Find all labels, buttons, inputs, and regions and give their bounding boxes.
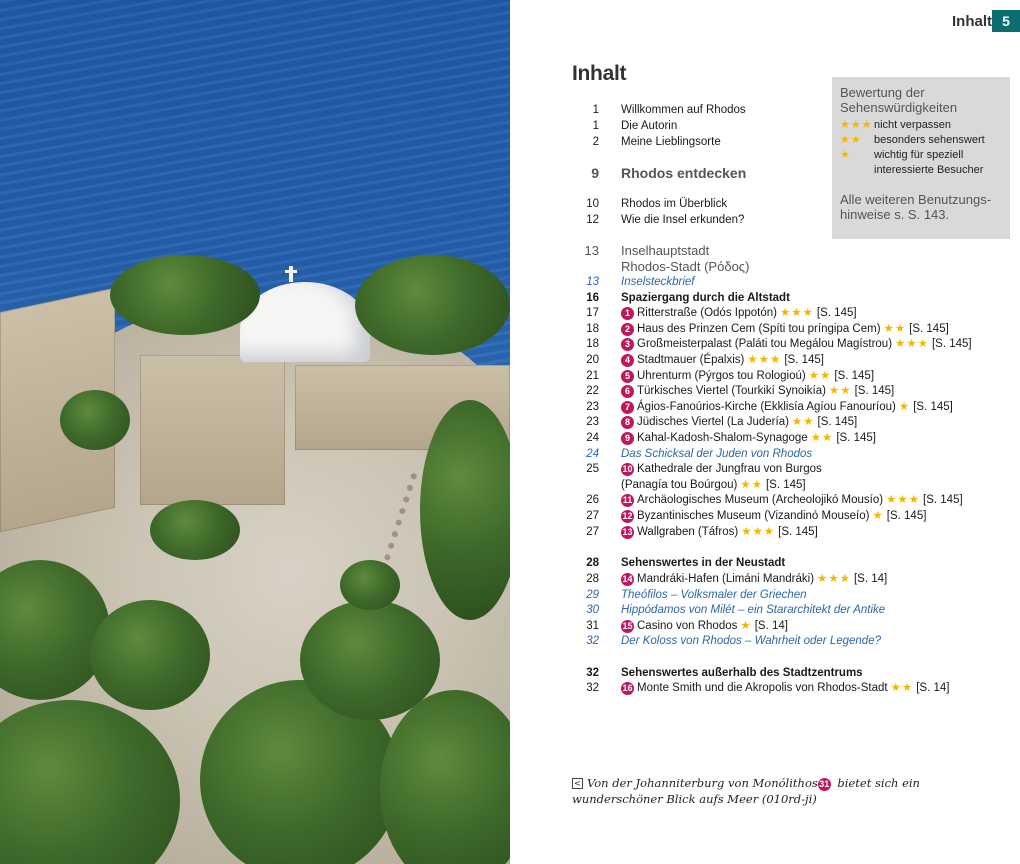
tree	[60, 390, 130, 450]
toc-entry-title: Willkommen auf Rhodos	[621, 104, 746, 116]
star-rating-icon: ★★	[740, 479, 763, 491]
toc-entry-content	[621, 588, 807, 603]
toc-entry[interactable]	[572, 322, 949, 337]
toc-entry-title: Sehenswertes außerhalb des Stadtzentrums	[621, 667, 863, 679]
toc-entry[interactable]	[572, 369, 874, 384]
tree	[150, 500, 240, 560]
caption-text: Von der Johanniterburg von Monólithos	[587, 776, 818, 790]
star-icon: ★★	[840, 134, 862, 146]
toc-entry-content	[621, 681, 949, 696]
toc-page-number: 21	[586, 370, 599, 382]
toc-page-number: 17	[586, 307, 599, 319]
toc-page-number: 25	[586, 463, 599, 475]
toc-entry[interactable]	[572, 556, 785, 571]
toc-entry-title: Inselsteckbrief	[621, 276, 695, 288]
toc-entry-title: Rhodos im Überblick	[621, 198, 728, 210]
toc-page-number: 20	[586, 354, 599, 366]
castle-tower	[140, 355, 285, 505]
toc-entry[interactable]	[572, 103, 746, 118]
star-rating-icon: ★★	[808, 370, 832, 382]
map-reference: [S. 145]	[913, 401, 953, 413]
toc-entry-content	[621, 619, 788, 634]
sight-number-badge: 15	[622, 621, 633, 631]
map-reference: [S. 145]	[784, 354, 824, 366]
toc-entry-title: Archäologisches Museum (Archeolojikó Mousío)	[637, 494, 884, 506]
toc-entry-title: Rhodos-Stadt (Ρόδος)	[621, 259, 750, 274]
toc-page-number: 13	[584, 243, 599, 258]
star-rating-icon: ★★★	[747, 354, 782, 366]
toc-page-number: 18	[586, 338, 599, 350]
toc-entry-content	[621, 135, 721, 150]
star-rating-icon: ★★	[828, 385, 852, 397]
legend-row	[840, 133, 1002, 148]
toc-page-number: 30	[586, 604, 599, 616]
page-number: 5	[992, 10, 1020, 32]
toc-entry-content	[621, 509, 926, 524]
toc-entry-title: Haus des Prinzen Cem (Spíti tou príngipa Cem)	[637, 323, 881, 335]
star-rating-icon: ★★	[791, 416, 815, 428]
toc-entry-title: Monte Smith und die Akropolis von Rhodos-Stadt	[637, 682, 888, 694]
toc-page-number: 12	[586, 214, 599, 226]
toc-page-number: 29	[586, 589, 599, 601]
toc-page-number: 9	[591, 165, 599, 181]
toc-entry-content	[621, 275, 695, 290]
toc-entry[interactable]	[572, 431, 876, 446]
legend-text: nicht verpassen	[874, 119, 952, 131]
map-reference: [S. 145]	[886, 510, 927, 522]
toc-entry[interactable]	[572, 462, 822, 477]
toc-entry[interactable]	[572, 353, 824, 368]
legend-row	[840, 163, 1002, 178]
star-rating-icon: ★★★	[779, 307, 814, 319]
toc-entry-content	[621, 400, 953, 415]
sight-number-badge: 12	[622, 511, 633, 521]
legend-title-line: Sehenswürdigkeiten	[840, 100, 958, 115]
tree	[340, 560, 400, 610]
sight-number-badge: 8	[621, 416, 634, 429]
toc-entry-content	[621, 119, 677, 134]
star-rating-icon: ★	[740, 620, 752, 632]
running-head: Inhalt	[952, 13, 992, 30]
sight-number-badge: 3	[621, 338, 634, 351]
tree	[420, 400, 510, 620]
star-icon: ★★★	[840, 119, 873, 131]
toc-entry[interactable]	[572, 478, 806, 493]
toc-entry[interactable]	[572, 306, 857, 321]
map-reference: [S. 145]	[816, 307, 857, 319]
toc-page-number: 26	[586, 494, 599, 506]
toc-page-number: 2	[592, 136, 599, 148]
arrow-left-icon: <	[572, 778, 583, 789]
toc-page-number: 22	[586, 385, 599, 397]
sight-number-badge: 4	[621, 354, 634, 367]
toc-entry-title: Der Koloss von Rhodos – Wahrheit oder Legende?	[621, 635, 881, 647]
toc-entry[interactable]	[572, 291, 790, 306]
toc-entry[interactable]	[572, 666, 863, 681]
toc-page-number: 16	[586, 292, 599, 304]
photo-caption	[572, 775, 992, 807]
toc-entry[interactable]	[572, 447, 812, 462]
page-title: Inhalt	[572, 62, 627, 85]
toc-entry-content	[621, 369, 874, 384]
star-rating-icon: ★★★	[886, 494, 921, 506]
toc-page-number: 23	[586, 416, 599, 428]
legend-note	[840, 192, 1002, 222]
star-icon: ★	[840, 149, 851, 161]
sight-number-badge: 2	[621, 323, 634, 336]
toc-entry-title: (Panagía tou Boúrgou)	[621, 479, 738, 491]
sight-number-badge: 16	[622, 683, 633, 693]
toc-entry-content	[621, 103, 746, 118]
toc-entry[interactable]	[572, 681, 949, 696]
toc-page-number: 24	[586, 448, 599, 460]
legend-text: interessierte Besucher	[874, 164, 984, 176]
toc-entry-content	[621, 415, 857, 430]
toc-entry-content	[621, 259, 749, 275]
map-reference: [S. 14]	[853, 573, 888, 585]
map-reference: [S. 145]	[778, 526, 818, 538]
map-reference: [S. 145]	[834, 370, 875, 382]
sight-number-badge: 6	[621, 385, 634, 398]
map-reference: [S. 14]	[916, 682, 950, 694]
toc-entry[interactable]	[572, 525, 818, 540]
toc-entry-title: Mandráki-Hafen (Limáni Mandráki)	[637, 573, 815, 585]
toc-entry[interactable]	[572, 243, 709, 259]
toc-page-number: 18	[586, 323, 599, 335]
toc-page-number: 24	[586, 432, 599, 444]
toc-entry-content	[621, 556, 785, 571]
toc-page-number	[572, 259, 599, 275]
toc-entry-content	[621, 322, 949, 337]
toc-entry-title: Byzantinisches Museum (Vizandinó Mouseío)	[637, 510, 870, 522]
toc-entry[interactable]	[572, 119, 677, 134]
chapel-cross-icon	[289, 266, 293, 282]
toc-entry[interactable]	[572, 213, 744, 228]
toc-entry[interactable]	[572, 259, 749, 275]
toc-entry-title: Uhrenturm (Pýrgos tou Rologioú)	[637, 370, 806, 382]
toc-page-number: 28	[586, 573, 599, 585]
map-reference: [S. 145]	[931, 338, 972, 350]
toc-page-number: 23	[586, 401, 599, 413]
map-reference: [S. 145]	[923, 494, 963, 506]
toc-page-number: 32	[586, 667, 599, 679]
star-rating-icon: ★	[898, 401, 911, 413]
toc-entry-content	[621, 634, 881, 649]
toc-entry-title: Wie die Insel erkunden?	[621, 214, 745, 226]
toc-entry-content	[621, 431, 876, 446]
tree	[110, 255, 260, 335]
toc-entry-content	[621, 166, 746, 181]
toc-entry-title: Stadtmauer (Épalxis)	[637, 354, 745, 366]
toc-entry[interactable]	[572, 337, 972, 352]
sight-number-badge: 14	[622, 574, 633, 584]
star-rating-icon: ★★	[883, 323, 907, 335]
legend-row	[840, 118, 1002, 133]
toc-entry[interactable]	[572, 166, 746, 181]
toc-entry[interactable]	[572, 197, 727, 212]
toc-entry-content	[621, 572, 887, 587]
toc-page-number: 28	[586, 557, 599, 569]
legend-row	[840, 148, 1002, 163]
toc-page-number: 1	[592, 120, 599, 132]
toc-entry-title: Meine Lieblingsorte	[621, 136, 721, 148]
toc-entry-content	[621, 462, 822, 477]
toc-entry[interactable]	[572, 135, 721, 150]
map-reference: [S. 14]	[754, 620, 788, 632]
toc-entry-content	[621, 353, 824, 368]
sight-number-badge: 1	[621, 307, 634, 320]
toc-entry-content	[621, 384, 894, 399]
sight-number-badge: 9	[621, 432, 634, 445]
toc-page	[510, 0, 1020, 864]
rating-legend	[832, 77, 1010, 239]
toc-entry-title: Theófilos – Volksmaler der Griechen	[621, 589, 807, 601]
tree	[90, 600, 210, 710]
toc-entry[interactable]	[572, 509, 926, 524]
star-rating-icon: ★★★	[895, 338, 929, 350]
map-reference: [S. 145]	[817, 416, 858, 428]
sight-number-badge: 10	[622, 464, 633, 474]
toc-entry-title: Spaziergang durch die Altstadt	[621, 292, 790, 304]
map-reference: [S. 145]	[836, 432, 876, 444]
toc-entry-title: Ritterstraße (Odós Ippotón)	[637, 307, 777, 319]
tree	[355, 255, 510, 355]
star-icon	[840, 163, 874, 178]
toc-entry-title: Rhodos entdecken	[621, 165, 747, 181]
toc-entry-title: Ágios-Fanoúrios-Kirche (Ekklisía Agíou Fanouríou)	[637, 401, 896, 413]
toc-page-number: 31	[586, 620, 599, 632]
toc-entry-content	[621, 306, 857, 321]
sight-number-badge: 31	[819, 779, 830, 789]
toc-page-number: 13	[586, 276, 599, 288]
legend-title-line: Bewertung der	[840, 85, 925, 100]
toc-entry-content	[621, 243, 709, 259]
toc-entry-content	[621, 493, 963, 508]
legend-title	[840, 85, 1002, 115]
toc-page-number: 10	[586, 198, 599, 210]
toc-entry-content	[621, 447, 812, 462]
map-reference: [S. 145]	[854, 385, 895, 397]
toc-entry-content	[621, 197, 727, 212]
toc-entry[interactable]	[572, 384, 894, 399]
toc-page-number: 32	[586, 682, 599, 694]
toc-entry-title: Türkisches Viertel (Tourkikí Synoikía)	[637, 385, 826, 397]
caption-text: wunderschöner Blick aufs Meer (010rd-ji)	[572, 792, 817, 806]
star-rating-icon: ★	[872, 510, 884, 522]
star-rating-icon: ★★★	[741, 526, 776, 538]
toc-page-number: 32	[586, 635, 599, 647]
toc-entry-title: Wallgraben (Táfros)	[637, 526, 739, 538]
toc-entry-title: Inselhauptstadt	[621, 243, 710, 258]
toc-page-number: 27	[586, 510, 599, 522]
toc-entry-title: Casino von Rhodos	[637, 620, 738, 632]
legend-note-line: Alle weiteren Benutzungs-	[840, 192, 992, 207]
toc-entry[interactable]	[572, 634, 881, 649]
toc-entry-title: Großmeisterpalast (Paláti tou Megálou Magístrou)	[637, 338, 893, 350]
toc-entry[interactable]	[572, 415, 857, 430]
toc-page-number	[572, 478, 599, 493]
sight-number-badge: 7	[621, 401, 634, 414]
toc-entry[interactable]	[572, 619, 788, 634]
toc-entry-content	[621, 603, 885, 618]
toc-entry-title: Hippódamos von Milét – ein Stararchitekt der Antike	[621, 604, 886, 616]
star-rating-icon: ★★★	[817, 573, 851, 585]
toc-entry[interactable]	[572, 572, 887, 587]
toc-entry-title: Die Autorin	[621, 120, 678, 132]
toc-entry[interactable]	[572, 588, 807, 603]
star-rating-icon: ★★	[890, 682, 914, 694]
toc-entry[interactable]	[572, 603, 885, 618]
toc-entry-title: Kahal-Kadosh-Shalom-Synagoge	[637, 432, 808, 444]
toc-entry-title: Das Schicksal der Juden von Rhodos	[621, 448, 813, 460]
sight-number-badge: 5	[621, 370, 634, 383]
map-reference: [S. 145]	[909, 323, 949, 335]
toc-entry[interactable]	[572, 400, 953, 415]
toc-entry-content	[621, 666, 863, 681]
toc-page-number: 1	[592, 104, 599, 116]
toc-entry[interactable]	[572, 275, 695, 290]
star-rating-icon: ★★	[810, 432, 834, 444]
toc-page-number: 27	[586, 526, 599, 538]
legend-text: besonders sehenswert	[874, 134, 985, 146]
toc-entry-content	[621, 213, 744, 228]
toc-entry-content	[621, 291, 790, 306]
toc-entry-title: Kathedrale der Jungfrau von Burgos	[637, 463, 822, 475]
sight-number-badge: 11	[622, 495, 633, 505]
legend-text: wichtig für speziell	[874, 149, 964, 161]
caption-text: bietet sich ein	[833, 776, 920, 790]
toc-entry-title: Jüdisches Viertel (La Judería)	[637, 416, 789, 428]
map-reference: [S. 145]	[765, 479, 806, 491]
toc-entry[interactable]	[572, 493, 963, 508]
sight-number-badge: 13	[622, 527, 633, 537]
toc-entry-content	[621, 337, 972, 352]
legend-note-line: hinweise s. S. 143.	[840, 207, 950, 222]
toc-entry-title: Sehenswertes in der Neustadt	[621, 557, 786, 569]
toc-entry-content	[621, 525, 818, 540]
toc-entry-content	[621, 478, 806, 493]
